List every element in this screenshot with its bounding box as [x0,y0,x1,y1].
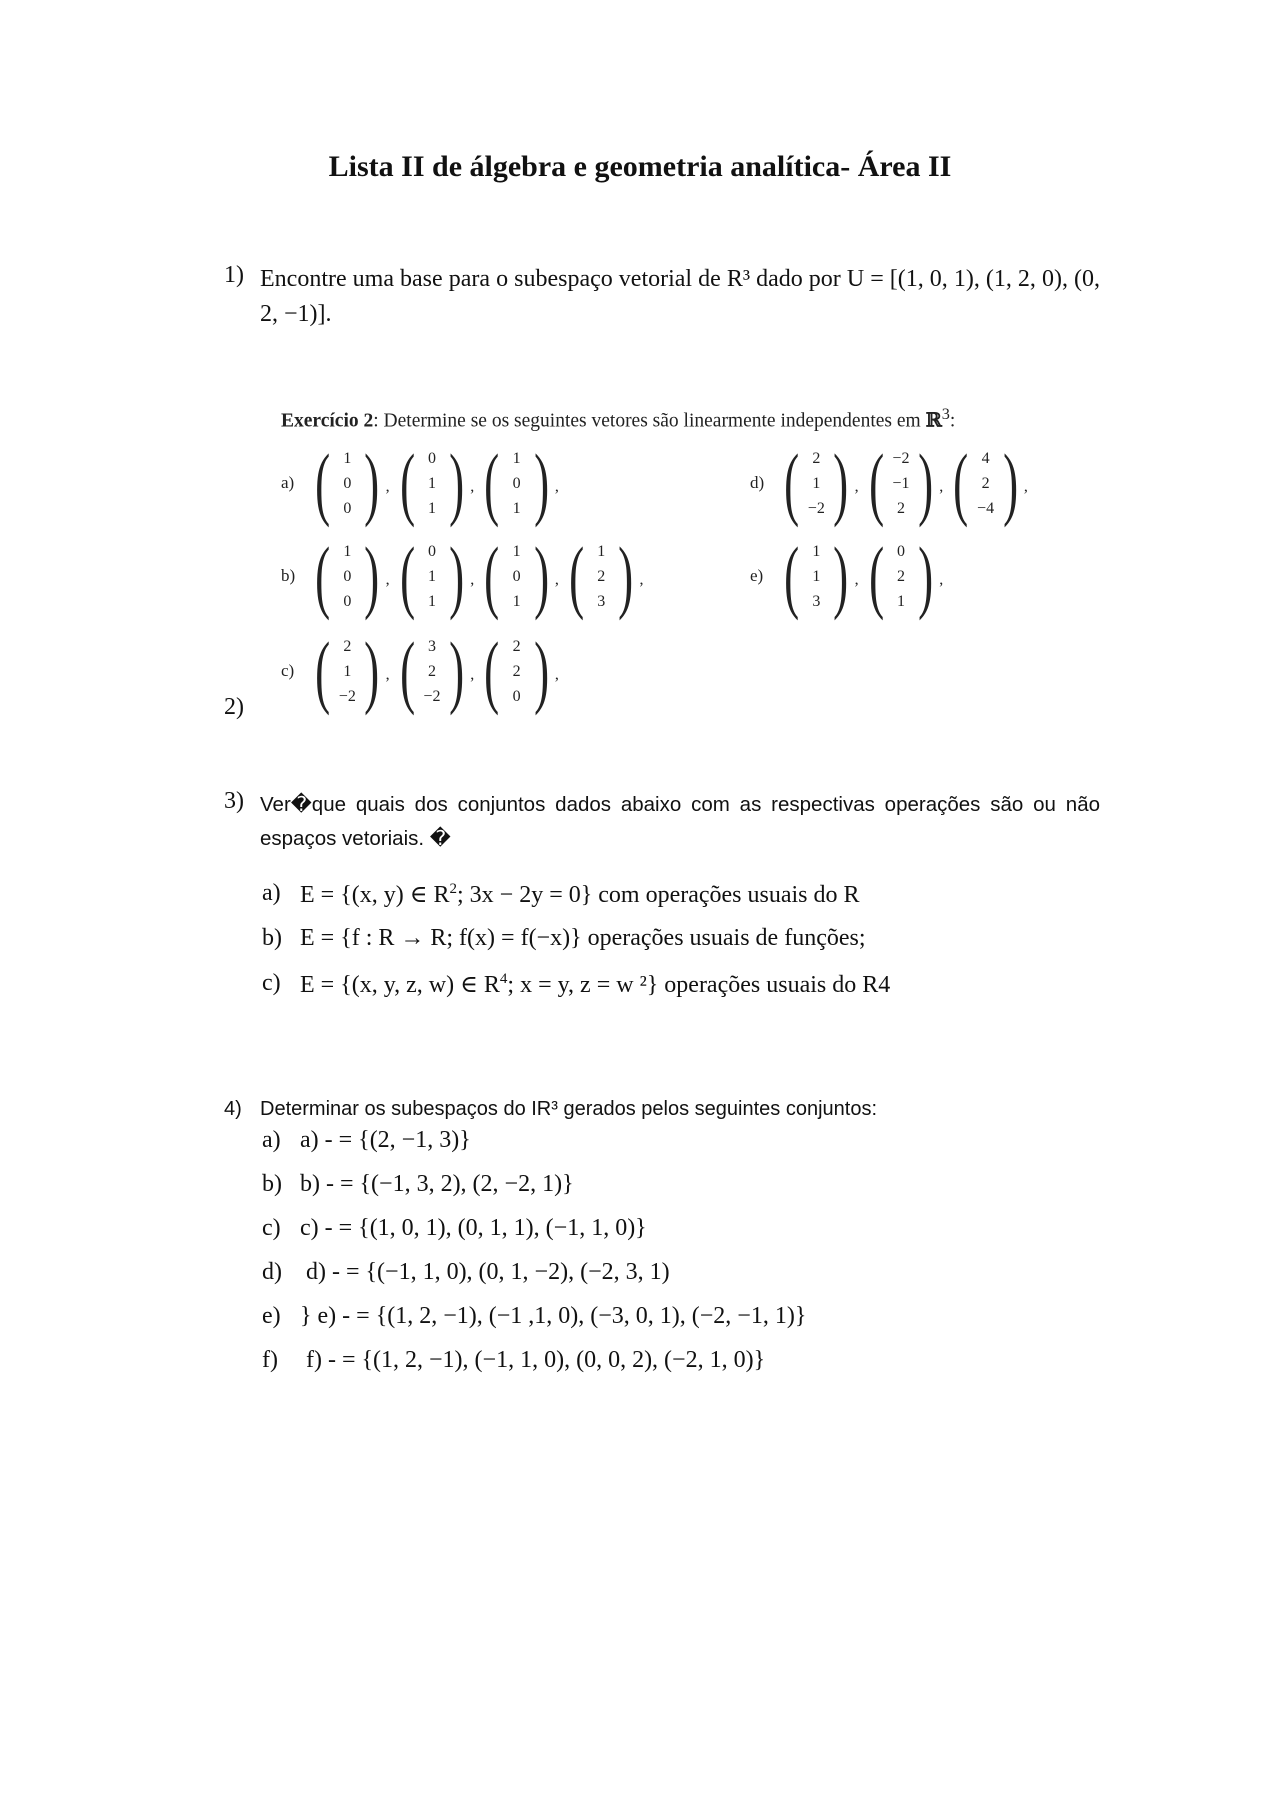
item-label: f) [262,1347,278,1373]
question-1-number: 1) [224,262,244,288]
vector-entries [506,634,528,709]
item-label: e) [750,566,764,585]
item-sup: 2 [449,881,457,897]
left-paren: ( [315,625,331,716]
vector-entry: −2 [338,687,356,705]
right-paren: ) [449,625,465,716]
vector-entry: 2 [981,474,990,492]
exercise-2-item-d [750,437,1032,528]
item-label: c) [262,1215,281,1241]
exercise-2-heading-end: : [949,410,956,432]
left-paren: ( [868,530,884,621]
exercise-2-item-e [750,530,947,621]
vector-entries [336,634,358,709]
vector-entry: 0 [512,474,521,492]
vector-entry: 1 [512,499,521,517]
question-3-item-c [262,970,890,999]
column-vector [478,625,555,716]
item-text: c) - = {(1, 0, 1), (0, 1, 1), (−1, 1, 0)} [300,1215,647,1241]
column-vector [309,530,386,621]
comma: , [1023,478,1028,495]
question-4-text: Determinar os subespaços do IR³ gerados pelos seguintes conjuntos: [260,1098,878,1120]
vector-entries [890,446,912,521]
vector-entries [890,539,912,614]
question-3-number: 3) [224,788,244,814]
vector-entry: 1 [427,592,436,610]
right-paren: ) [364,437,380,528]
vector-entries [975,446,997,521]
left-paren: ( [399,625,415,716]
vector-entry: 2 [896,567,905,585]
vector-entry: 0 [512,567,521,585]
vector-entry: 0 [427,542,436,560]
comma: , [554,478,559,495]
item-label: a) [262,1127,281,1153]
item-label: c) [262,970,281,996]
question-4-item-c [262,1215,647,1242]
vector-entry: 1 [343,662,352,680]
item-text: a) - = {(2, −1, 3)} [300,1127,471,1153]
right-paren: ) [918,437,934,528]
vector-entry: 1 [343,542,352,560]
right-paren: ) [533,625,549,716]
vector-entry: −2 [892,449,910,467]
column-vector [863,530,940,621]
vector-entry: 2 [812,449,821,467]
vector-entry: 0 [427,449,436,467]
column-vector [394,437,471,528]
vector-entry: 1 [512,449,521,467]
vector-entry: 1 [427,474,436,492]
item-label: b) [262,925,282,951]
vector-entry: 3 [812,592,821,610]
item-label: d) [750,473,765,492]
item-text-after: ; x = y, z = w ²} operações usuais do R4 [507,972,891,998]
right-paren: ) [1002,437,1018,528]
right-paren: ) [618,530,634,621]
exercise-2-heading-text: : Determine se os seguintes vetores são linearmente independentes em [373,410,926,432]
left-paren: ( [484,625,500,716]
vector-entry: −2 [423,687,441,705]
vector-entries [506,539,528,614]
vector-entries [336,539,358,614]
vector-entries [421,446,443,521]
item-text: E = {f : R → R; f(x) = f(−x)} operações usuais de funções; [300,925,866,951]
question-4-item-a [262,1127,471,1154]
item-text: b) - = {(−1, 3, 2), (2, −2, 1)} [300,1171,574,1197]
vector-entries [590,539,612,614]
left-paren: ( [484,437,500,528]
left-paren: ( [784,530,800,621]
vector-entry: 0 [512,687,521,705]
column-vector [863,437,940,528]
item-label: b) [262,1171,282,1197]
vector-entry: 2 [597,567,606,585]
vector-entry: −1 [892,474,910,492]
column-vector [394,625,471,716]
vector-entries [421,539,443,614]
left-paren: ( [484,530,500,621]
vector-entry: 0 [343,592,352,610]
right-paren: ) [533,437,549,528]
column-vector [309,625,386,716]
question-1-text: Encontre uma base para o subespaço vetorial de R³ dado por U = [(1, 0, 1), (1, 2, 0), (0, 2, −1)]. [260,266,1100,327]
item-label: c) [281,661,295,680]
item-text: } e) - = {(1, 2, −1), (−1 ,1, 0), (−3, 0, 1), (−2, −1, 1)} [300,1303,807,1329]
vector-entry: 1 [597,542,606,560]
comma: , [854,571,859,588]
item-label: a) [281,473,295,492]
left-paren: ( [315,437,331,528]
question-3-text: Ver�que quais dos conjuntos dados abaixo com as respectivas operações são ou não espaços vetoriais. � [260,793,1100,850]
column-vector [478,530,555,621]
question-3-item-a [262,880,860,909]
left-paren: ( [868,437,884,528]
vector-entry: 1 [427,567,436,585]
comma: , [554,666,559,683]
comma: , [854,478,859,495]
vector-entry: 1 [427,499,436,517]
left-paren: ( [399,437,415,528]
vector-entries [805,446,827,521]
question-4-item-e [262,1303,806,1330]
vector-entry: 1 [896,592,905,610]
vector-entries [506,446,528,521]
column-vector [478,437,555,528]
vector-entry: 1 [512,542,521,560]
right-paren: ) [533,530,549,621]
exercise-2-heading [281,405,955,433]
column-vector [778,530,855,621]
right-paren: ) [833,530,849,621]
left-paren: ( [315,530,331,621]
vector-entries [805,539,827,614]
comma: , [554,571,559,588]
column-vector [309,437,386,528]
right-paren: ) [364,625,380,716]
right-paren: ) [449,437,465,528]
left-paren: ( [784,437,800,528]
vector-entry: 0 [896,542,905,560]
column-vector [778,437,855,528]
vector-entry: −4 [977,499,995,517]
vector-entry: 2 [343,637,352,655]
vector-entry: −2 [807,499,825,517]
comma: , [385,571,390,588]
vector-entry: 1 [812,567,821,585]
page-title: Lista II de álgebra e geometria analítica- Área II [328,150,952,183]
right-paren: ) [918,530,934,621]
vector-entry: 1 [812,474,821,492]
question-4-number: 4) [224,1098,242,1120]
exercise-2-item-a [281,437,563,528]
item-text: E = {(x, y) ∈ R [300,882,450,908]
right-paren: ) [449,530,465,621]
comma: , [385,478,390,495]
exercise-2-item-b [281,530,648,621]
question-2-number: 2) [224,694,244,720]
left-paren: ( [399,530,415,621]
item-text: d) - = {(−1, 1, 0), (0, 1, −2), (−2, 3, 1) [300,1259,670,1285]
real-set-symbol: ℝ [925,408,942,432]
vector-entry: 1 [812,542,821,560]
question-4-item-d [262,1259,670,1286]
vector-entry: 0 [343,499,352,517]
item-label: e) [262,1303,281,1329]
vector-entry: 0 [343,567,352,585]
item-label: b) [281,566,296,585]
item-sup: 4 [499,971,508,987]
exercise-2-heading-bold: Exercício 2 [281,410,374,432]
question-4-item-b [262,1171,574,1198]
vector-entry: 2 [512,637,521,655]
left-paren: ( [953,437,969,528]
comma: , [939,478,944,495]
comma: , [639,571,644,588]
item-label: a) [262,880,281,906]
vector-entries [336,446,358,521]
exercise-2-item-c [281,625,563,716]
vector-entry: 4 [981,449,990,467]
column-vector [947,437,1024,528]
exercise-2-heading-sup: 3 [941,405,950,423]
item-text: E = {(x, y, z, w) ∈ R [300,972,500,998]
item-label: d) [262,1259,282,1285]
comma: , [470,478,475,495]
vector-entries [421,634,443,709]
right-paren: ) [364,530,380,621]
vector-entry: 1 [343,449,352,467]
column-vector [394,530,471,621]
question-4-item-f [262,1347,765,1374]
comma: , [470,666,475,683]
vector-entry: 2 [896,499,905,517]
vector-entry: 2 [512,662,521,680]
column-vector [563,530,640,621]
vector-entry: 2 [427,662,436,680]
vector-entry: 1 [512,592,521,610]
item-text: f) - = {(1, 2, −1), (−1, 1, 0), (0, 0, 2), (−2, 1, 0)} [300,1347,766,1373]
vector-entry: 3 [427,637,436,655]
comma: , [939,571,944,588]
vector-entry: 0 [343,474,352,492]
left-paren: ( [569,530,585,621]
item-text-after: ; 3x − 2y = 0} com operações usuais do R [456,882,860,908]
question-3-item-b [262,925,866,952]
comma: , [470,571,475,588]
vector-entry: 3 [597,592,606,610]
comma: , [385,666,390,683]
right-paren: ) [833,437,849,528]
